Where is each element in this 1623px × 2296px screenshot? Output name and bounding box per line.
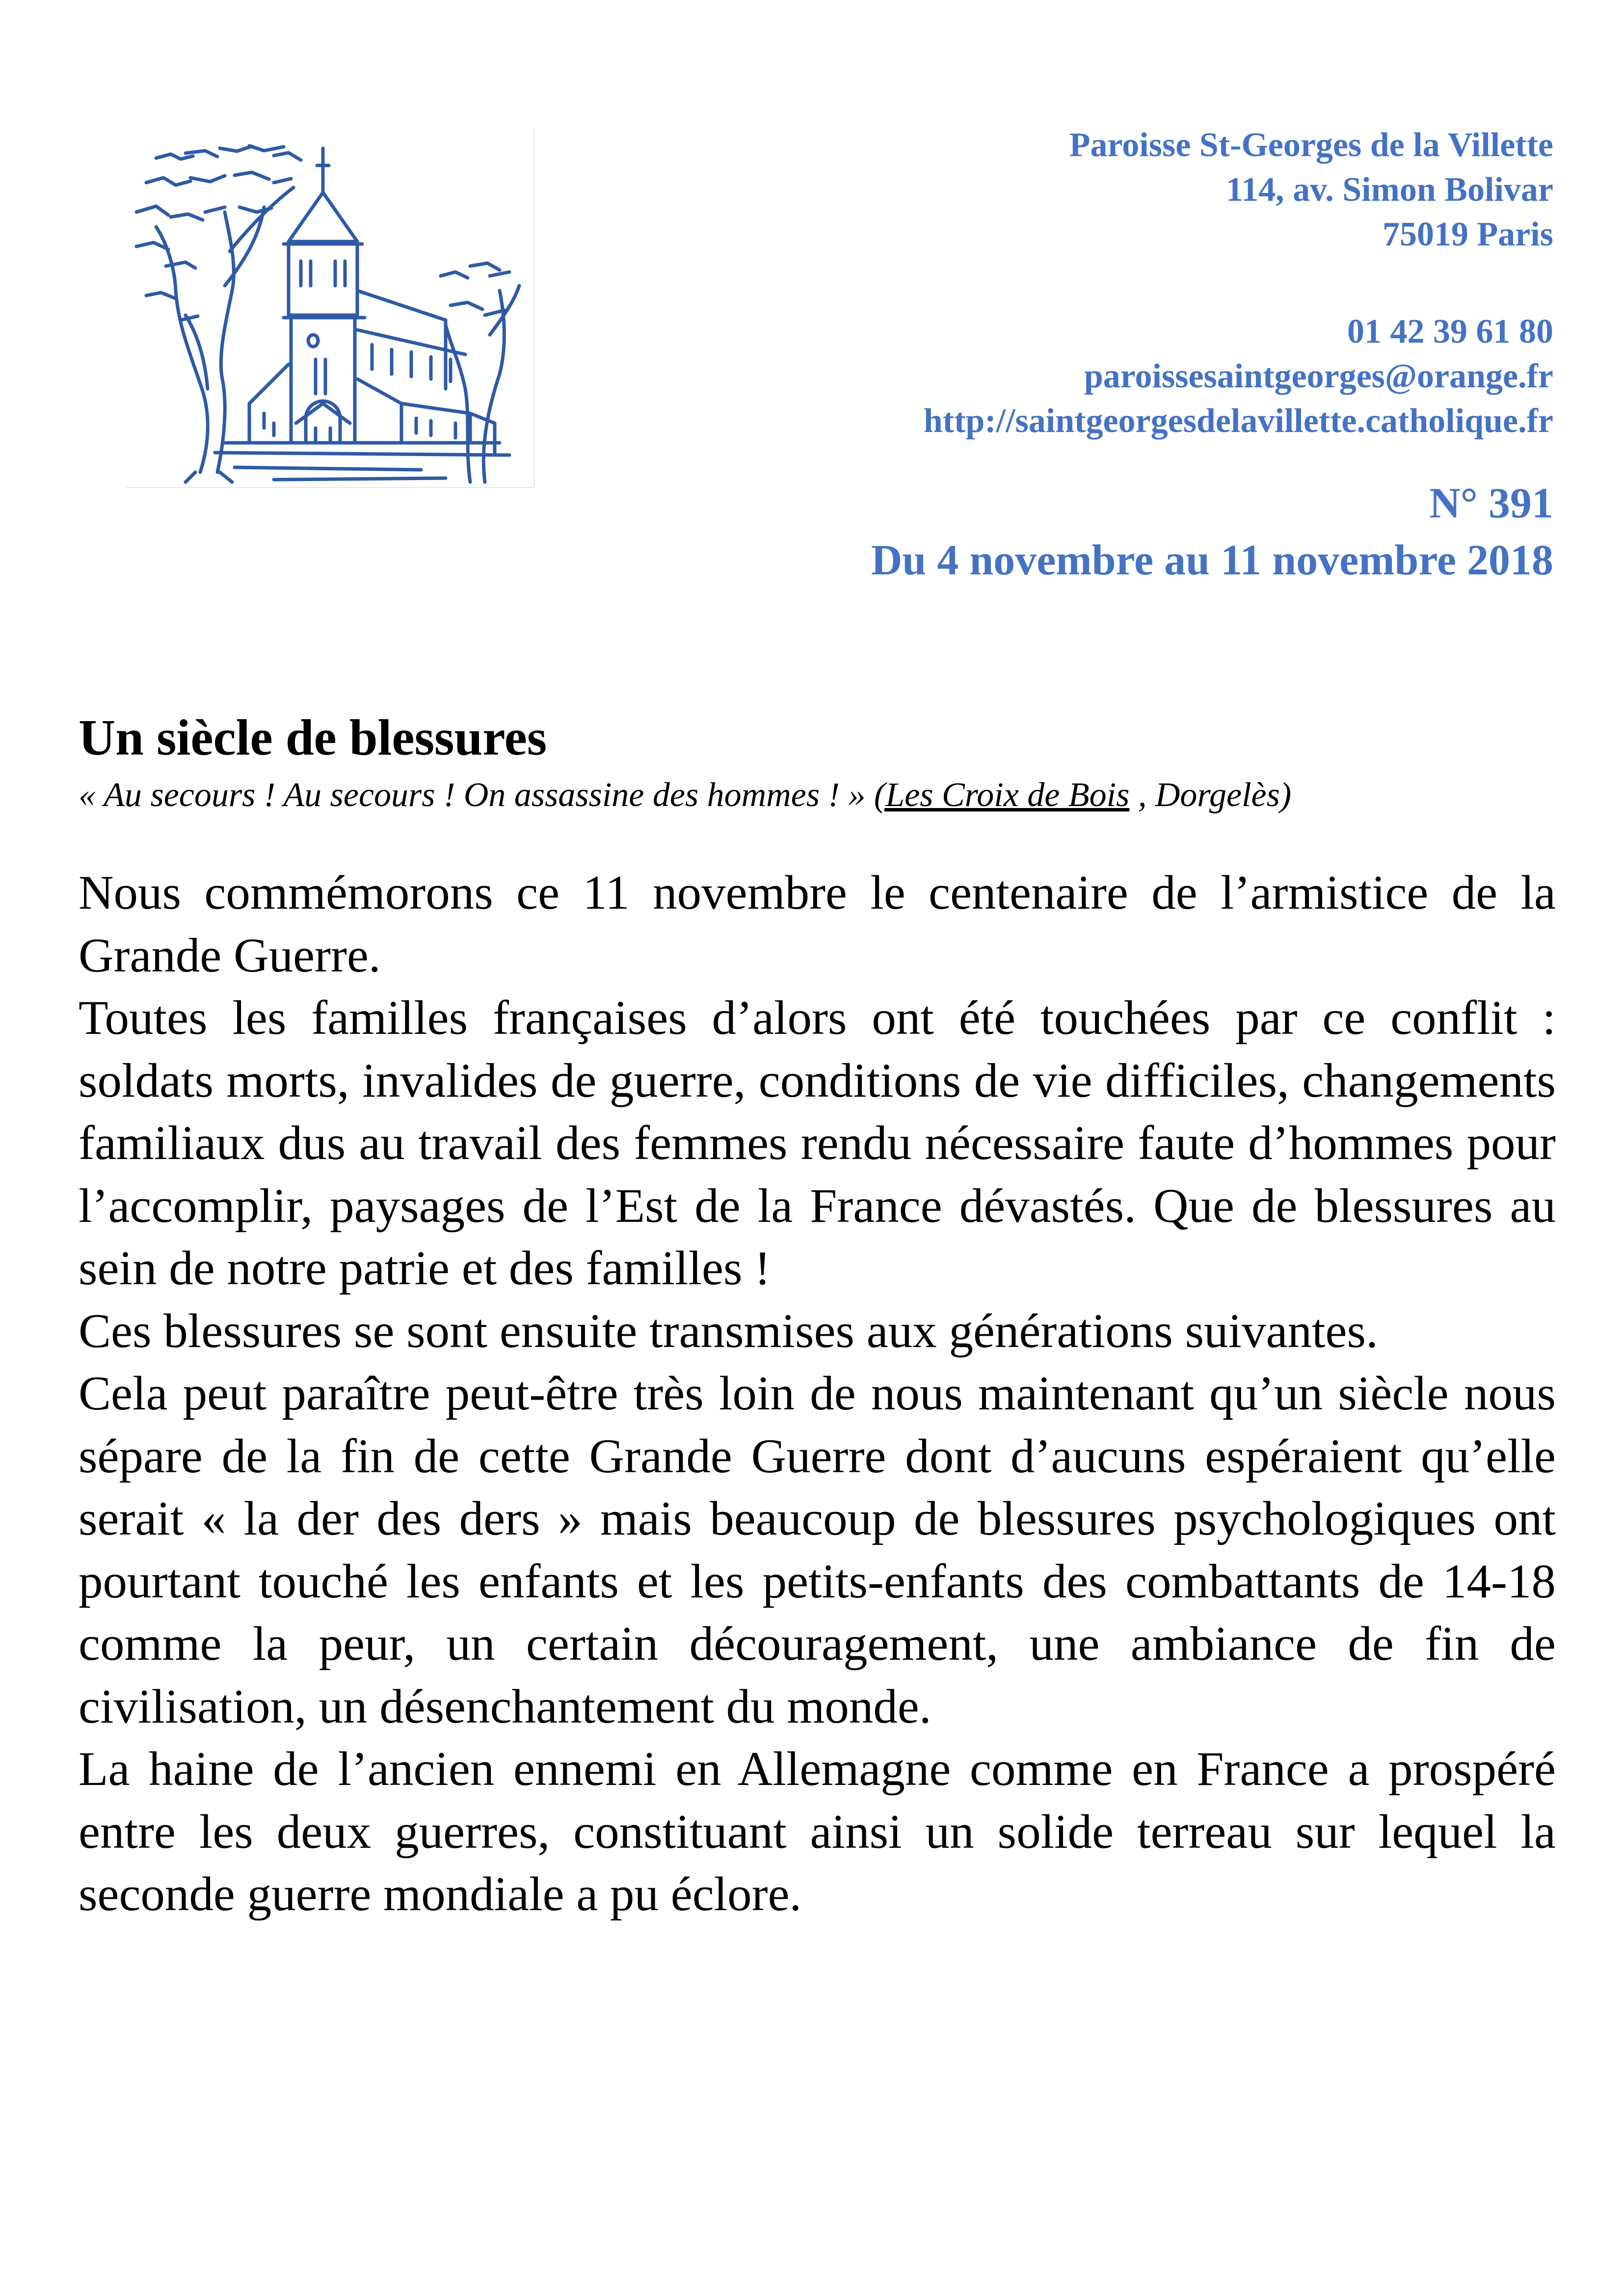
parish-logo [127, 129, 535, 488]
article-paragraph: La haine de l’ancien ennemi en Allemagne comme en France a prospéré entre les deux guerres, constituant ainsi un solide terreau sur lequel la seconde guerre mondiale a pu éclore. [79, 1742, 1556, 1921]
parish-contact-block [621, 123, 1553, 443]
parish-address: 114, av. Simon Bolivar [1225, 171, 1553, 209]
parish-website-link[interactable]: http://saintgeorgesdelavillette.catholique.fr [923, 402, 1553, 440]
epigraph-author: , Dorgelès) [1129, 776, 1292, 814]
parish-phone: 01 42 39 61 80 [1347, 313, 1553, 351]
article-paragraph: Nous commémorons ce 11 novembre le centenaire de l’armistice de la Grande Guerre. [79, 866, 1556, 982]
parish-name: Paroisse St-Georges de la Villette [1069, 126, 1553, 164]
parish-city: 75019 Paris [1382, 216, 1553, 253]
article-epigraph [79, 773, 1291, 817]
article-body [79, 862, 1556, 1926]
epigraph-book-title: (Les Croix de Bois [874, 776, 1130, 814]
article-paragraph: Cela peut paraître peut-être très loin de nous maintenant qu’un siècle nous sépare de la fin de cette Grande Guerre dont d’aucuns espéraient qu’elle serait « la der des ders » mais beaucoup de blessures psychologiques ont pourtant touché les enfants et les petits-enfants des combattants de 14-18 comme la peur, un certain découragement, une ambiance de fin de civilisation, un désenchantement du monde. [79, 1367, 1556, 1733]
article-title: Un siècle de blessures [79, 709, 547, 766]
church-drawing-icon [127, 129, 534, 487]
article-paragraph: Toutes les familles françaises d’alors ont été touchées par ce conflit : soldats morts, invalides de guerre, conditions de vie difficiles, changements familiaux dus au travail des femmes rendu nécessaire faute d’hommes pour l’accomplir, paysages de l’Est de la France dévastés. Que de blessures au sein de notre patrie et des familles ! [79, 991, 1556, 1295]
parish-email-link[interactable]: paroissesaintgeorges@orange.fr [1084, 357, 1553, 395]
issue-date-range: Du 4 novembre au 11 novembre 2018 [871, 537, 1553, 584]
header-spacer [621, 257, 1553, 309]
issue-number: N° 391 [1429, 480, 1553, 527]
epigraph-quote: « Au secours ! Au secours ! On assassine des hommes ! » [79, 776, 874, 814]
article-paragraph: Ces blessures se sont ensuite transmises aux générations suivantes. [79, 1304, 1378, 1358]
issue-info [474, 475, 1553, 589]
